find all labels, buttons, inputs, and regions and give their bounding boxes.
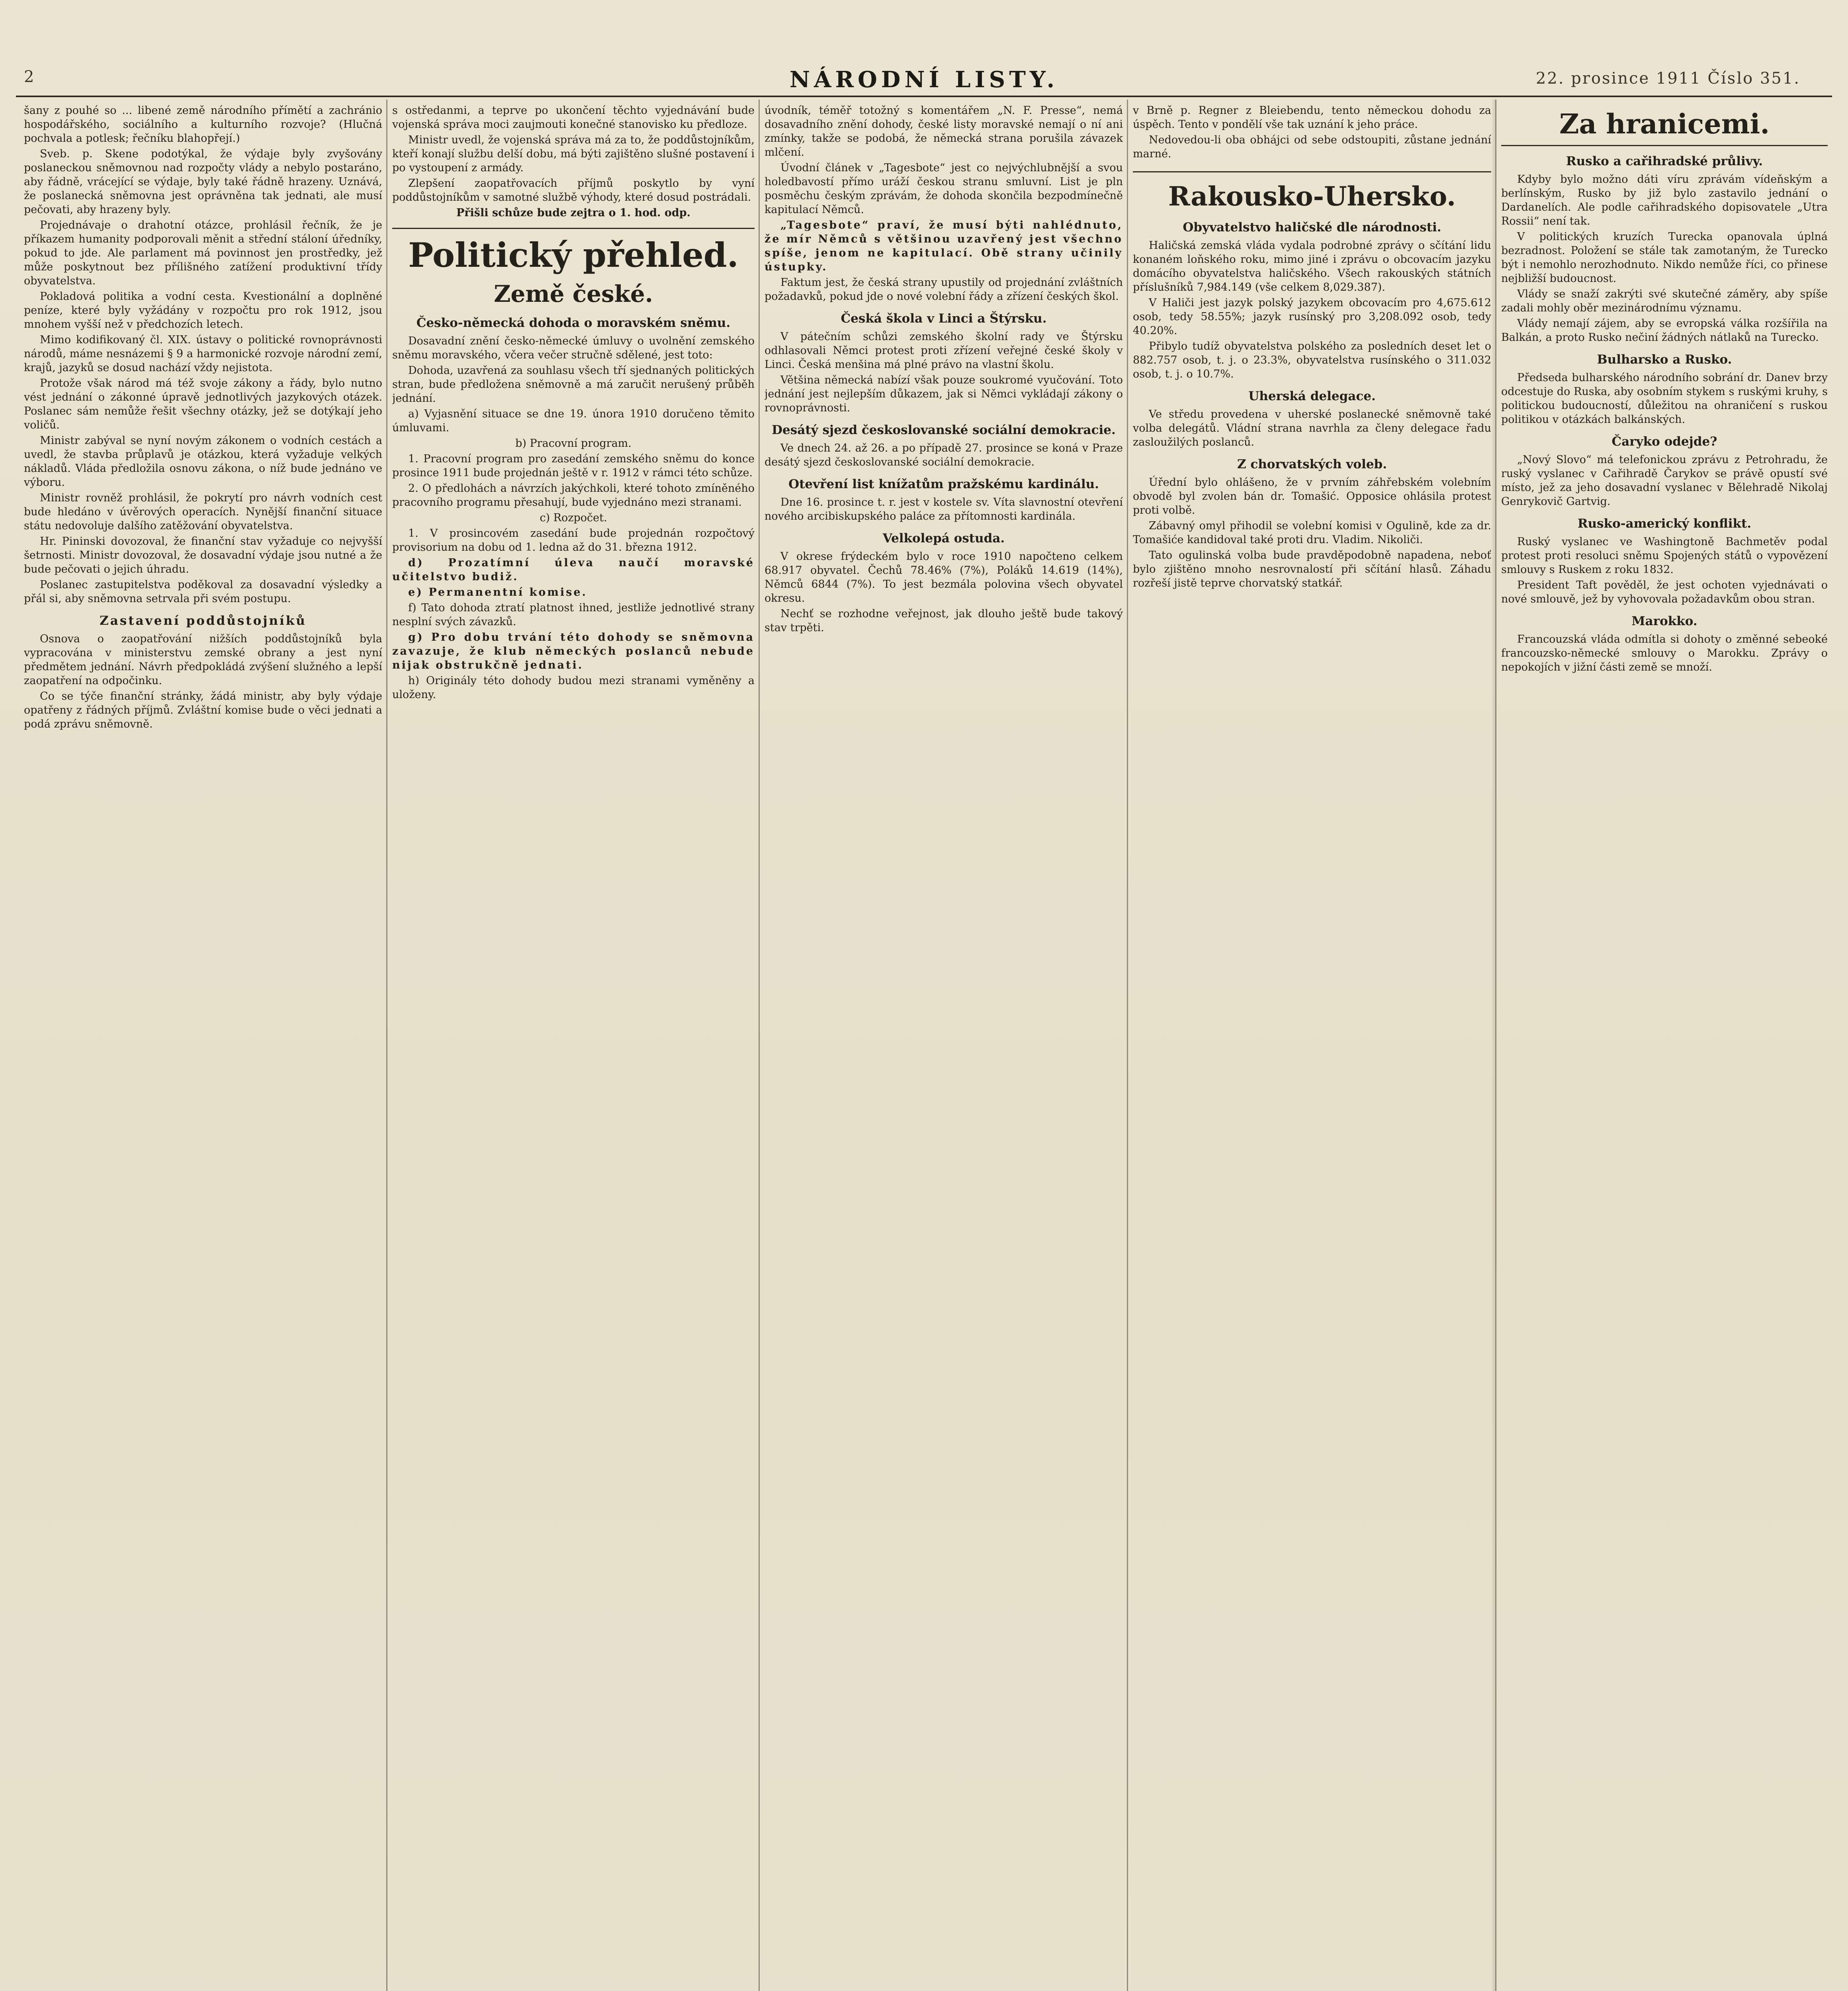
article-text: Ministr zabýval se nyní novým zákonem o vodních cestách a uvedl, že stavba průplavů je otázkou, která vyžaduje velkých nákladů. Vláda předložila osnovu zákona, o níž bude jednáno ve výboru. bbox=[24, 434, 382, 489]
article-text: Ministr uvedl, že vojenská správa má za to, že poddůstojníkům, kteří konají službu delší dobu, má býti zajištěno slušné postavení i po vystoupení z armády. bbox=[392, 134, 755, 174]
article-heading: Bulharsko a Rusko. bbox=[1597, 352, 1732, 367]
article-text: Protože však národ má též svoje zákony a řády, bylo nutno vést jednání o zákonné úpravě jednotlivých jazykových otázek. Poslanec sám nemůže řešit všechny otázky, jež se dotýkají jeho voličů. bbox=[24, 377, 382, 431]
article-text: úvodník, téměř totožný s komentářem „N. F. Presse“, nemá dosavadního znění dohody, české listy moravské nemají o ní ani zmínky, takže se podobá, že německá strana porušila závazek mlčení. bbox=[765, 104, 1123, 158]
article-text: V pátečním schůzi zemského školní rady ve Štýrsku odhlasovali Němci protest proti zřízení veřejné české školy v Linci. Česká menšina má plné právo na vlastní školu. bbox=[765, 331, 1123, 371]
article-heading: Uherská delegace. bbox=[1248, 389, 1376, 403]
article-heading: Česká škola v Linci a Štýrsku. bbox=[841, 311, 1047, 326]
article-text: 2. O předlohách a návrzích jakýchkoli, které tohoto zmíněného pracovního programu přesahují, bude vyjednáno mezi stranami. bbox=[392, 482, 755, 509]
article-text: „Tagesbote“ praví, že musí býti nahlédnuto, že mír Němců s většinou uzavřený jest všechno spíše, jenom ne kapitulací. Obě strany učinily ústupky. bbox=[765, 219, 1123, 273]
article-text: Dosavadní znění česko-německé úmluvy o uvolnění zemského sněmu moravského, včera večer stručně sdělené, jest toto: bbox=[392, 335, 755, 361]
column-3 bbox=[765, 104, 1123, 1991]
page-fold bbox=[1491, 100, 1498, 1991]
article-text: Ministr rovněž prohlásil, že pokrytí pro návrh vodních cest bude hledáno v úvěrových operacích. Nynější finanční situace státu nedovoluje dalšího zatěžování obyvatelstva. bbox=[24, 492, 382, 532]
article-text: Ruský vyslanec ve Washingtoně Bachmetěv podal protest proti resoluci sněmu Spojených států o vypovězení smlouvy s Ruskem z roku 1832. bbox=[1501, 536, 1828, 576]
masthead-rule bbox=[16, 96, 1832, 97]
article-text: Osnova o zaopatřování nižších poddůstojníků byla vypracována v ministerstvu zemské obrany a jest nyní předmětem jednání. Návrh předpokládá zvýšení služného a lepší zaopatření na odpočinku. bbox=[24, 633, 382, 687]
article-heading: Velkolepá ostuda. bbox=[882, 531, 1005, 546]
article-text: Poslanec zastupitelstva poděkoval za dosavadní výsledky a přál si, aby sněmovna setrvala při svém postupu. bbox=[24, 579, 382, 605]
article-text: Dohoda, uzavřená za souhlasu všech tří sjednaných politických stran, bude předložena sněmovně a má zaručit nerušený průběh jednání. bbox=[392, 364, 755, 405]
column-divider bbox=[386, 100, 387, 1991]
article-text: 1. V prosincovém zasedání bude projednán rozpočtový provisorium na dobu od 1. ledna až do 31. března 1912. bbox=[392, 527, 755, 553]
column-divider bbox=[1127, 100, 1128, 1991]
article-text: Sveb. p. Skene podotýkal, že výdaje byly zvyšovány poslaneckou sněmovnou nad rozpočty vlády a nebylo postaráno, aby řádně, vrácející se výdaje, byly také řádně hrazeny. Uznává, že poslanecká sněmovna jest oprávněna tak jednati, ale musí pečovati, aby hrazeny byly. bbox=[24, 148, 382, 216]
article-text: V Haliči jest jazyk polský jazykem obcovacím pro 4,675.612 osob, tedy 58.55%; jazyk rusínský pro 3,208.092 osob, tedy 40.20%. bbox=[1133, 297, 1491, 337]
article-text: Hr. Pininski dovozoval, že finanční stav vyžaduje co nejvyšší šetrnosti. Ministr dovozoval, že dosavadní výdaje jsou nutné a že bude pečovati o jejich úhradu. bbox=[24, 535, 382, 575]
article-text: Kdyby bylo možno dáti víru zprávám vídeňským a berlínským, Rusko by již bylo zastavilo jednání o Dardanelích. Ale podle cařihradského dopisovatele „Utra Rossii“ není tak. bbox=[1501, 173, 1828, 227]
article-text: Většina německá nabízí však pouze soukromé vyučování. Toto jednání jest nejlepším důkazem, jak si Němci vykládají zákony o rovnoprávnosti. bbox=[765, 374, 1123, 414]
section-heading: Zastavení poddůstojníků bbox=[100, 614, 307, 628]
article-heading: Otevření list knížatům pražskému kardinálu. bbox=[788, 477, 1099, 491]
article-text: Francouzská vláda odmítla si dohoty o změnné sebeoké francouzsko-německé smlouvy o Marokku. Zprávy o nepokojích v jižní části země se množí. bbox=[1501, 633, 1828, 673]
column-4 bbox=[1133, 104, 1491, 1991]
article-text: Zlepšení zaopatřovacích příjmů poskytlo by vyní poddůstojníkům v samotné službě výhody, které dosud postrádali. bbox=[392, 177, 755, 203]
column-divider bbox=[759, 100, 760, 1991]
article-text: Mimo kodifikovaný čl. XIX. ústavy o politické rovnoprávnosti národů, máme nesnázemi § 9 a harmonické rozvoje národní zemí, krajů, jazyků se dosud nachází vždy nejistota. bbox=[24, 334, 382, 374]
section-title-za-hranicemi: Za hranicemi. bbox=[1501, 108, 1828, 146]
article-text: Úřední bylo ohlášeno, že v prvním záhřebském volebním obvodě byl zvolen bán dr. Tomašić. Opposice ohlásila protest proti volbě. bbox=[1133, 476, 1491, 516]
article-text: Nechť se rozhodne veřejnost, jak dlouho ještě bude takový stav trpěti. bbox=[765, 608, 1123, 634]
article-text: šany z pouhé so ... libené země národního přímětí a zachránio hospodářského, sociálního a kulturního rozvoje? (Hlučná pochvala a potlesk; řečníku blahopřejí.) bbox=[24, 104, 382, 145]
article-text: Úvodní článek v „Tagesbote“ jest co nejvýchlubnější a svou holedbavostí přímo uráží českou stranu smluvní. List je pln posměchu českým zprávám, že dohoda skončila bezpodmínečně kapitulací Němců. bbox=[765, 162, 1123, 216]
article-text: V politických kruzích Turecka opanovala úplná bezradnost. Položení se stále tak zamotaným, že Turecko být i nemohlo nerozhodnuto. Nikdo nemůže říci, co přinese nejbližší budoucnost. bbox=[1501, 231, 1828, 285]
article-text: f) Tato dohoda ztratí platnost ihned, jestliže jednotlivé strany nesplní svých závazků. bbox=[392, 602, 755, 628]
article-text: Přibylo tudíž obyvatelstva polského za posledních deset let o 882.757 osob, t. j. o 23.3%, obyvatelstva rusínského o 311.032 osob, t. j. o 10.7%. bbox=[1133, 340, 1491, 380]
article-heading: Desátý sjezd českoslovanské sociální demokracie. bbox=[772, 423, 1116, 437]
article-text: g) Pro dobu trvání této dohody se sněmovna zavazuje, že klub německých poslanců nebude nijak obstrukčně jednati. bbox=[392, 631, 755, 671]
newspaper-title: NÁRODNÍ LISTY. bbox=[789, 66, 1059, 93]
article-text: Předseda bulharského národního sobrání dr. Danev brzy odcestuje do Ruska, aby osobním stykem s ruskými kruhy, s politickou budoucností, důležitou na ohraničení s ruskou politikou v otázkách balkánských. bbox=[1501, 372, 1828, 426]
article-text: Co se týče finanční stránky, žádá ministr, aby byly výdaje opatřeny z řádných příjmů. Zvláštní komise bude o věci jednati a podá zprávu sněmovně. bbox=[24, 690, 382, 730]
article-text: Tato ogulinská volba bude pravděpodobně napadena, neboť bylo zjištěno mnoho nesrovnalostí při sčítání hlasů. Záhadu rozřeší jistě teprve chorvatský statkář. bbox=[1133, 549, 1491, 589]
article-text: Faktum jest, že česká strany upustily od projednání zvláštních požadavků, pokud jde o nové volební řády a zřízení českých škol. bbox=[765, 276, 1123, 303]
session-notice: Přišli schůze bude zejtra o 1. hod. odp. bbox=[456, 207, 691, 219]
masthead bbox=[0, 68, 1848, 92]
article-heading: Marokko. bbox=[1631, 614, 1697, 628]
section-title-rakousko-uhersko: Rakousko-Uhersko. bbox=[1133, 171, 1491, 212]
section-title-zeme-ceske: Země české. bbox=[494, 280, 653, 307]
article-text: Dne 16. prosince t. r. jest v kostele sv. Víta slavnostní otevření nového arcibiskupského paláce za přítomnosti kardinála. bbox=[765, 496, 1123, 522]
article-subpoint: c) Rozpočet. bbox=[540, 512, 607, 524]
article-text: h) Originály této dohody budou mezi stranami vyměněny a uloženy. bbox=[392, 675, 755, 701]
article-heading: Rusko a cařihradské průlivy. bbox=[1566, 154, 1763, 168]
article-heading: Rusko-americký konflikt. bbox=[1577, 516, 1752, 531]
column-5 bbox=[1501, 104, 1828, 1991]
article-text: Ve dnech 24. až 26. a po případě 27. prosince se koná v Praze desátý sjezd českoslovanské sociální demokracie. bbox=[765, 442, 1123, 468]
article-text: d) Prozatímní úleva naučí moravské učitelstvo budiž. bbox=[392, 557, 755, 583]
article-heading: Čaryko odejde? bbox=[1611, 434, 1717, 449]
article-text: a) Vyjasnění situace se dne 19. února 1910 doručeno těmito úmluvami. bbox=[392, 408, 755, 434]
article-text: s ostředanmi, a teprve po ukončení těchto vyjednávání bude vojenská správa moci zaujmouti konečné stanovisko ku předloze. bbox=[392, 104, 755, 131]
issue-date: 22. prosince 1911 Číslo 351. bbox=[1535, 69, 1800, 88]
article-text: Pokladová politika a vodní cesta. Kvestionální a doplněné peníze, které byly vyžádány v rozpočtu pro rok 1912, jsou mnohem vyšší než v předchozích letech. bbox=[24, 290, 382, 331]
section-title-politicky-prehled: Politický přehled. bbox=[392, 228, 755, 274]
article-heading: Obyvatelstvo haličské dle národnosti. bbox=[1183, 220, 1441, 235]
article-text: v Brně p. Regner z Bleiebendu, tento německou dohodu za úspěch. Tento v pondělí vše tak uznání k jeho práce. bbox=[1133, 104, 1491, 131]
column-1 bbox=[24, 104, 382, 1991]
article-text: „Nový Slovo“ má telefonickou zprávu z Petrohradu, že ruský vyslanec v Cařihradě Čarykov se právě opustí své místo, jež za jeho dosavadní vyslanec v Bělehradě Nikolaj Genrykovič Gartvig. bbox=[1501, 454, 1828, 508]
article-text: V okrese frýdeckém bylo v roce 1910 napočteno celkem 68.917 obyvatel. Čechů 78.46% (7%), Poláků 14.619 (14%), Němců 6844 (7%). To jest bezmála polovina všech obyvatel okresu. bbox=[765, 550, 1123, 604]
article-text: Haličská zemská vláda vydala podrobné zprávy o sčítání lidu konaném loňského roku, mimo jiné i zprávu o obcovacím jazyku domácího obyvatelstva haličského. Všech rakouských státních příslušníků 7,984.149 (vše celkem 8,029.387). bbox=[1133, 239, 1491, 293]
page-number: 2 bbox=[24, 68, 34, 86]
article-text: Vlády nemají zájem, aby se evropská válka rozšířila na Balkán, a proto Rusko nečiní žádných nátlaků na Turecko. bbox=[1501, 317, 1828, 344]
article-subpoint: b) Pracovní program. bbox=[515, 437, 632, 450]
article-heading: Z chorvatských voleb. bbox=[1237, 457, 1387, 471]
article-text: e) Permanentní komise. bbox=[408, 586, 587, 598]
article-text: President Taft pověděl, že jest ochoten vyjednávati o nové smlouvě, jež by vyhovovala požadavkům obou stran. bbox=[1501, 579, 1828, 605]
article-text: Ve středu provedena v uherské poslanecké sněmovně také volba delegátů. Vládní strana navrhla za členy delegace řadu zasloužilých poslanců. bbox=[1133, 408, 1491, 448]
article-text: Zábavný omyl přihodil se volební komisi v Ogulině, kde za dr. Tomašiće kandidoval také proti dru. Vladim. Nikoliči. bbox=[1133, 520, 1491, 546]
article-text: Nedovedou-li oba obhájci od sebe odstoupiti, zůstane jednání marné. bbox=[1133, 134, 1491, 160]
column-2 bbox=[392, 104, 755, 1991]
article-text: Vlády se snaží zakrýti své skutečné záměry, aby spíše zadali mohly oběr mezinárodnímu významu. bbox=[1501, 288, 1828, 314]
article-text: 1. Pracovní program pro zasedání zemského sněmu do konce prosince 1911 bude projednán ještě v r. 1912 v rámci této schůze. bbox=[392, 453, 755, 479]
article-heading: Česko-německá dohoda o moravském sněmu. bbox=[416, 316, 731, 330]
article-text: Projednávaje o drahotní otázce, prohlásil řečník, že je příkazem humanity podporovali měnit a střední stáloní úředníky, pokud to jde. Ale parlament má povinnost jen prostředky, jež může poskytnout bez přílišného zatížení produktivní třídy obyvatelstva. bbox=[24, 219, 382, 287]
